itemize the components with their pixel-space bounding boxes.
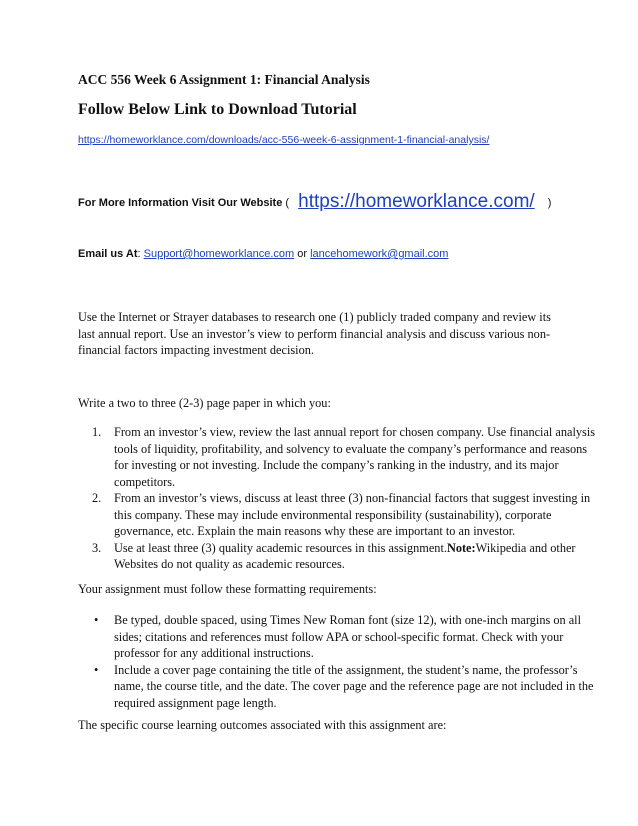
email-colon: : bbox=[137, 248, 141, 260]
more-info-line bbox=[78, 190, 551, 212]
list-item-text-after: Wikipedia and other Websites do not quality as academic resources. bbox=[114, 540, 576, 571]
list-item-text: Be typed, double spaced, using Times New Roman font (size 12), with one-inch margins on all sides; citations and references must follow APA or school-specific format. Check with your professor for any additional instructions. bbox=[114, 613, 581, 660]
list-item-text: Include a cover page containing the title of the assignment, the student’s name, the professor’s name, the course title, and the date. The cover page and the reference page are not included in the required assignment page length. bbox=[114, 662, 594, 710]
bullet-icon: • bbox=[94, 662, 99, 677]
write-instruction: Write a two to three (2-3) page paper in which you: bbox=[78, 396, 331, 410]
note-label: Note: bbox=[446, 540, 476, 555]
email-or: or bbox=[297, 248, 308, 260]
email-label: Email us At bbox=[78, 248, 138, 260]
document-title: ACC 556 Week 6 Assignment 1: Financial Analysis bbox=[78, 72, 370, 87]
email-primary-link[interactable]: Support@homeworklance.com bbox=[143, 248, 295, 260]
list-item bbox=[92, 490, 604, 540]
list-item bbox=[92, 424, 604, 490]
list-item bbox=[92, 540, 604, 573]
email-secondary-link[interactable]: lancehomework@gmail.com bbox=[310, 248, 449, 260]
close-paren: ) bbox=[547, 197, 552, 209]
list-item-number: 3. bbox=[92, 540, 102, 555]
download-link[interactable]: https://homeworklance.com/downloads/acc-556-week-6-assignment-1-financial-analysis/ bbox=[78, 134, 490, 146]
list-item bbox=[94, 662, 604, 712]
format-list bbox=[78, 612, 604, 711]
list-item-number: 2. bbox=[92, 491, 102, 505]
website-link[interactable]: https://homeworklance.com/ bbox=[298, 191, 535, 212]
list-item bbox=[94, 612, 604, 662]
bullet-icon: • bbox=[94, 613, 99, 627]
outcomes-intro: The specific course learning outcomes associated with this assignment are: bbox=[78, 718, 447, 732]
intro-paragraph: Use the Internet or Strayer databases to research one (1) publicly traded company and review its last annual report. Use an investor’s view to perform financial analysis and discuss various non-financial factors impacting investment decision. bbox=[78, 310, 551, 357]
list-item-text-before: Use at least three (3) quality academic resources in this assignment. bbox=[114, 540, 447, 555]
email-line bbox=[78, 248, 448, 260]
more-info-label: For More Information Visit Our Website bbox=[78, 197, 283, 209]
open-paren: ( bbox=[285, 197, 290, 209]
requirements-list bbox=[78, 424, 604, 573]
list-item-text: From an investor’s views, discuss at least three (3) non-financial factors that suggest investing in this company. These may include environmental responsibility (sustainability), corporate governance, etc. Explain the main reasons why these are important to an investor. bbox=[114, 491, 591, 538]
list-item-number: 1. bbox=[92, 425, 102, 439]
download-heading: Follow Below Link to Download Tutorial bbox=[78, 101, 357, 118]
format-intro: Your assignment must follow these formatting requirements: bbox=[78, 582, 377, 596]
list-item-text: From an investor’s view, review the last annual report for chosen company. Use financial analysis tools of liquidity, profitability, and solvency to evaluate the company’s performance and reasons for investing or not investing. Include the company’s ranking in the industry, and its major competitors. bbox=[114, 425, 596, 489]
